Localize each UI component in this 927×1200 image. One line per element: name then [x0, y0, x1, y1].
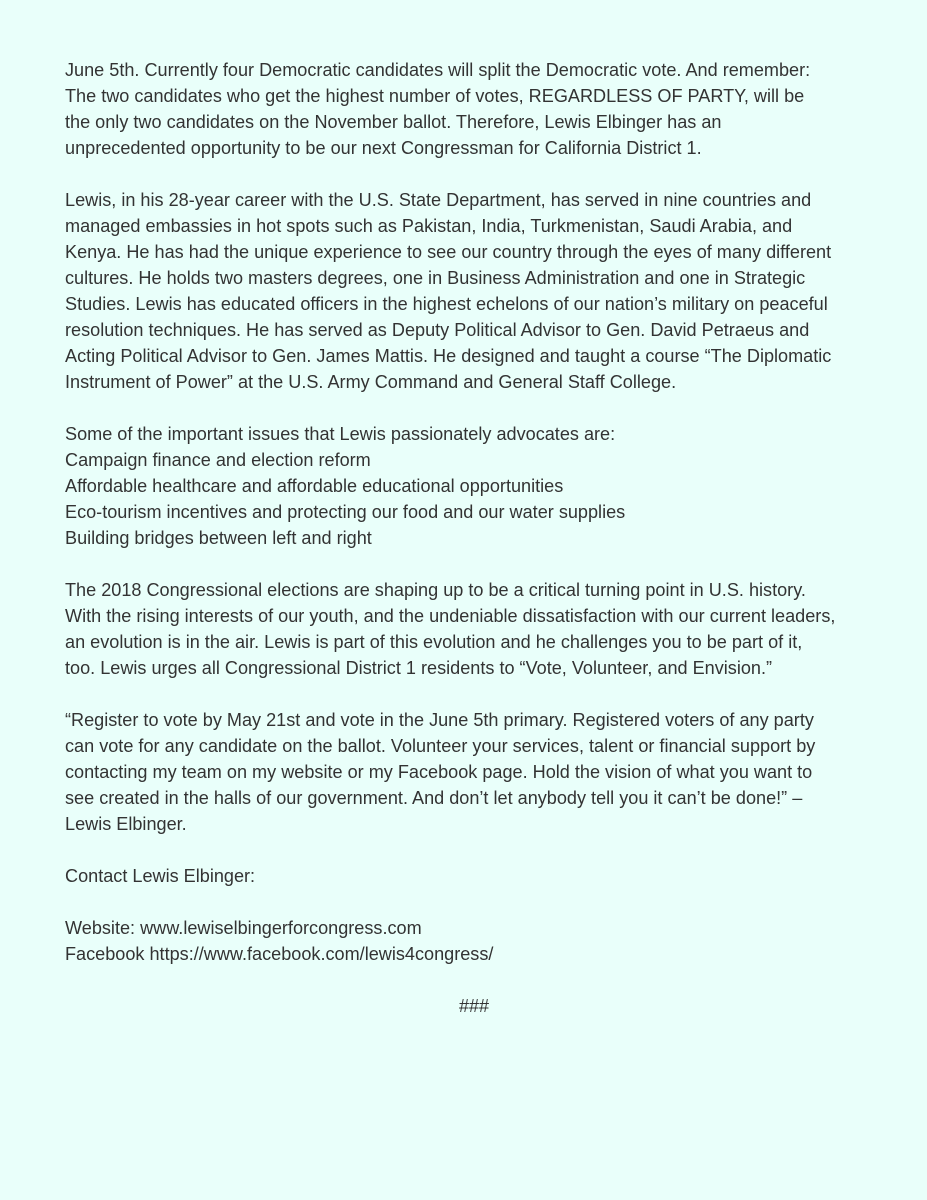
text-line: The 2018 Congressional elections are shaping up to be a critical turning point in U.S. history.: [65, 580, 806, 600]
contact-details: [65, 915, 867, 967]
list-item: Affordable healthcare and affordable educational opportunities: [65, 476, 564, 496]
facebook-link[interactable]: Facebook https://www.facebook.com/lewis4congress/: [65, 944, 494, 964]
text-line: Acting Political Advisor to Gen. James Mattis. He designed and taught a course “The Diplomatic: [65, 346, 832, 366]
text-line: an evolution is in the air. Lewis is part of this evolution and he challenges you to be part of it,: [65, 632, 803, 652]
end-mark: ###: [458, 996, 490, 1016]
text-line: see created in the halls of our government. And don’t let anybody tell you it can’t be done!” –: [65, 788, 803, 808]
text-line: Kenya. He has had the unique experience to see our country through the eyes of many different: [65, 242, 832, 262]
text-line: Studies. Lewis has educated officers in the highest echelons of our nation’s military on peaceful: [65, 294, 828, 314]
paragraph-elections: [65, 577, 867, 681]
list-item: Eco-tourism incentives and protecting our food and our water supplies: [65, 502, 626, 522]
text-line: “Register to vote by May 21st and vote in the June 5th primary. Registered voters of any party: [65, 710, 814, 730]
contact-heading: [65, 863, 867, 889]
paragraph-biography: [65, 187, 867, 395]
list-item: Building bridges between left and right: [65, 528, 372, 548]
text-line: Lewis, in his 28-year career with the U.S. State Department, has served in nine countries and: [65, 190, 812, 210]
issues-list: [65, 447, 867, 551]
text-line: unprecedented opportunity to be our next Congressman for California District 1.: [65, 138, 702, 158]
text-line: The two candidates who get the highest number of votes, REGARDLESS OF PARTY, will be: [65, 86, 805, 106]
text-line: June 5th. Currently four Democratic candidates will split the Democratic vote. And remember:: [65, 60, 811, 80]
issues-intro: Some of the important issues that Lewis passionately advocates are:: [65, 424, 616, 444]
contact-heading-text: Contact Lewis Elbinger:: [65, 866, 256, 886]
issues-section: [65, 421, 867, 551]
list-item: Campaign finance and election reform: [65, 450, 371, 470]
text-line: cultures. He holds two masters degrees, one in Business Administration and one in Strategic: [65, 268, 806, 288]
text-line: contacting my team on my website or my Facebook page. Hold the vision of what you want to: [65, 762, 813, 782]
text-line: With the rising interests of our youth, and the undeniable dissatisfaction with our current leaders,: [65, 606, 836, 626]
text-line: Lewis Elbinger.: [65, 814, 187, 834]
text-line: too. Lewis urges all Congressional District 1 residents to “Vote, Volunteer, and Envision.”: [65, 658, 773, 678]
text-line: Instrument of Power” at the U.S. Army Command and General Staff College.: [65, 372, 677, 392]
text-line: resolution techniques. He has served as Deputy Political Advisor to Gen. David Petraeus and: [65, 320, 810, 340]
website-link[interactable]: Website: www.lewiselbingerforcongress.com: [65, 918, 422, 938]
text-line: the only two candidates on the November ballot. Therefore, Lewis Elbinger has an: [65, 112, 722, 132]
candidate-quote: [65, 707, 867, 837]
text-line: can vote for any candidate on the ballot. Volunteer your services, talent or financial support by: [65, 736, 816, 756]
paragraph-primary-info: [65, 57, 867, 161]
text-line: managed embassies in hot spots such as Pakistan, India, Turkmenistan, Saudi Arabia, and: [65, 216, 793, 236]
